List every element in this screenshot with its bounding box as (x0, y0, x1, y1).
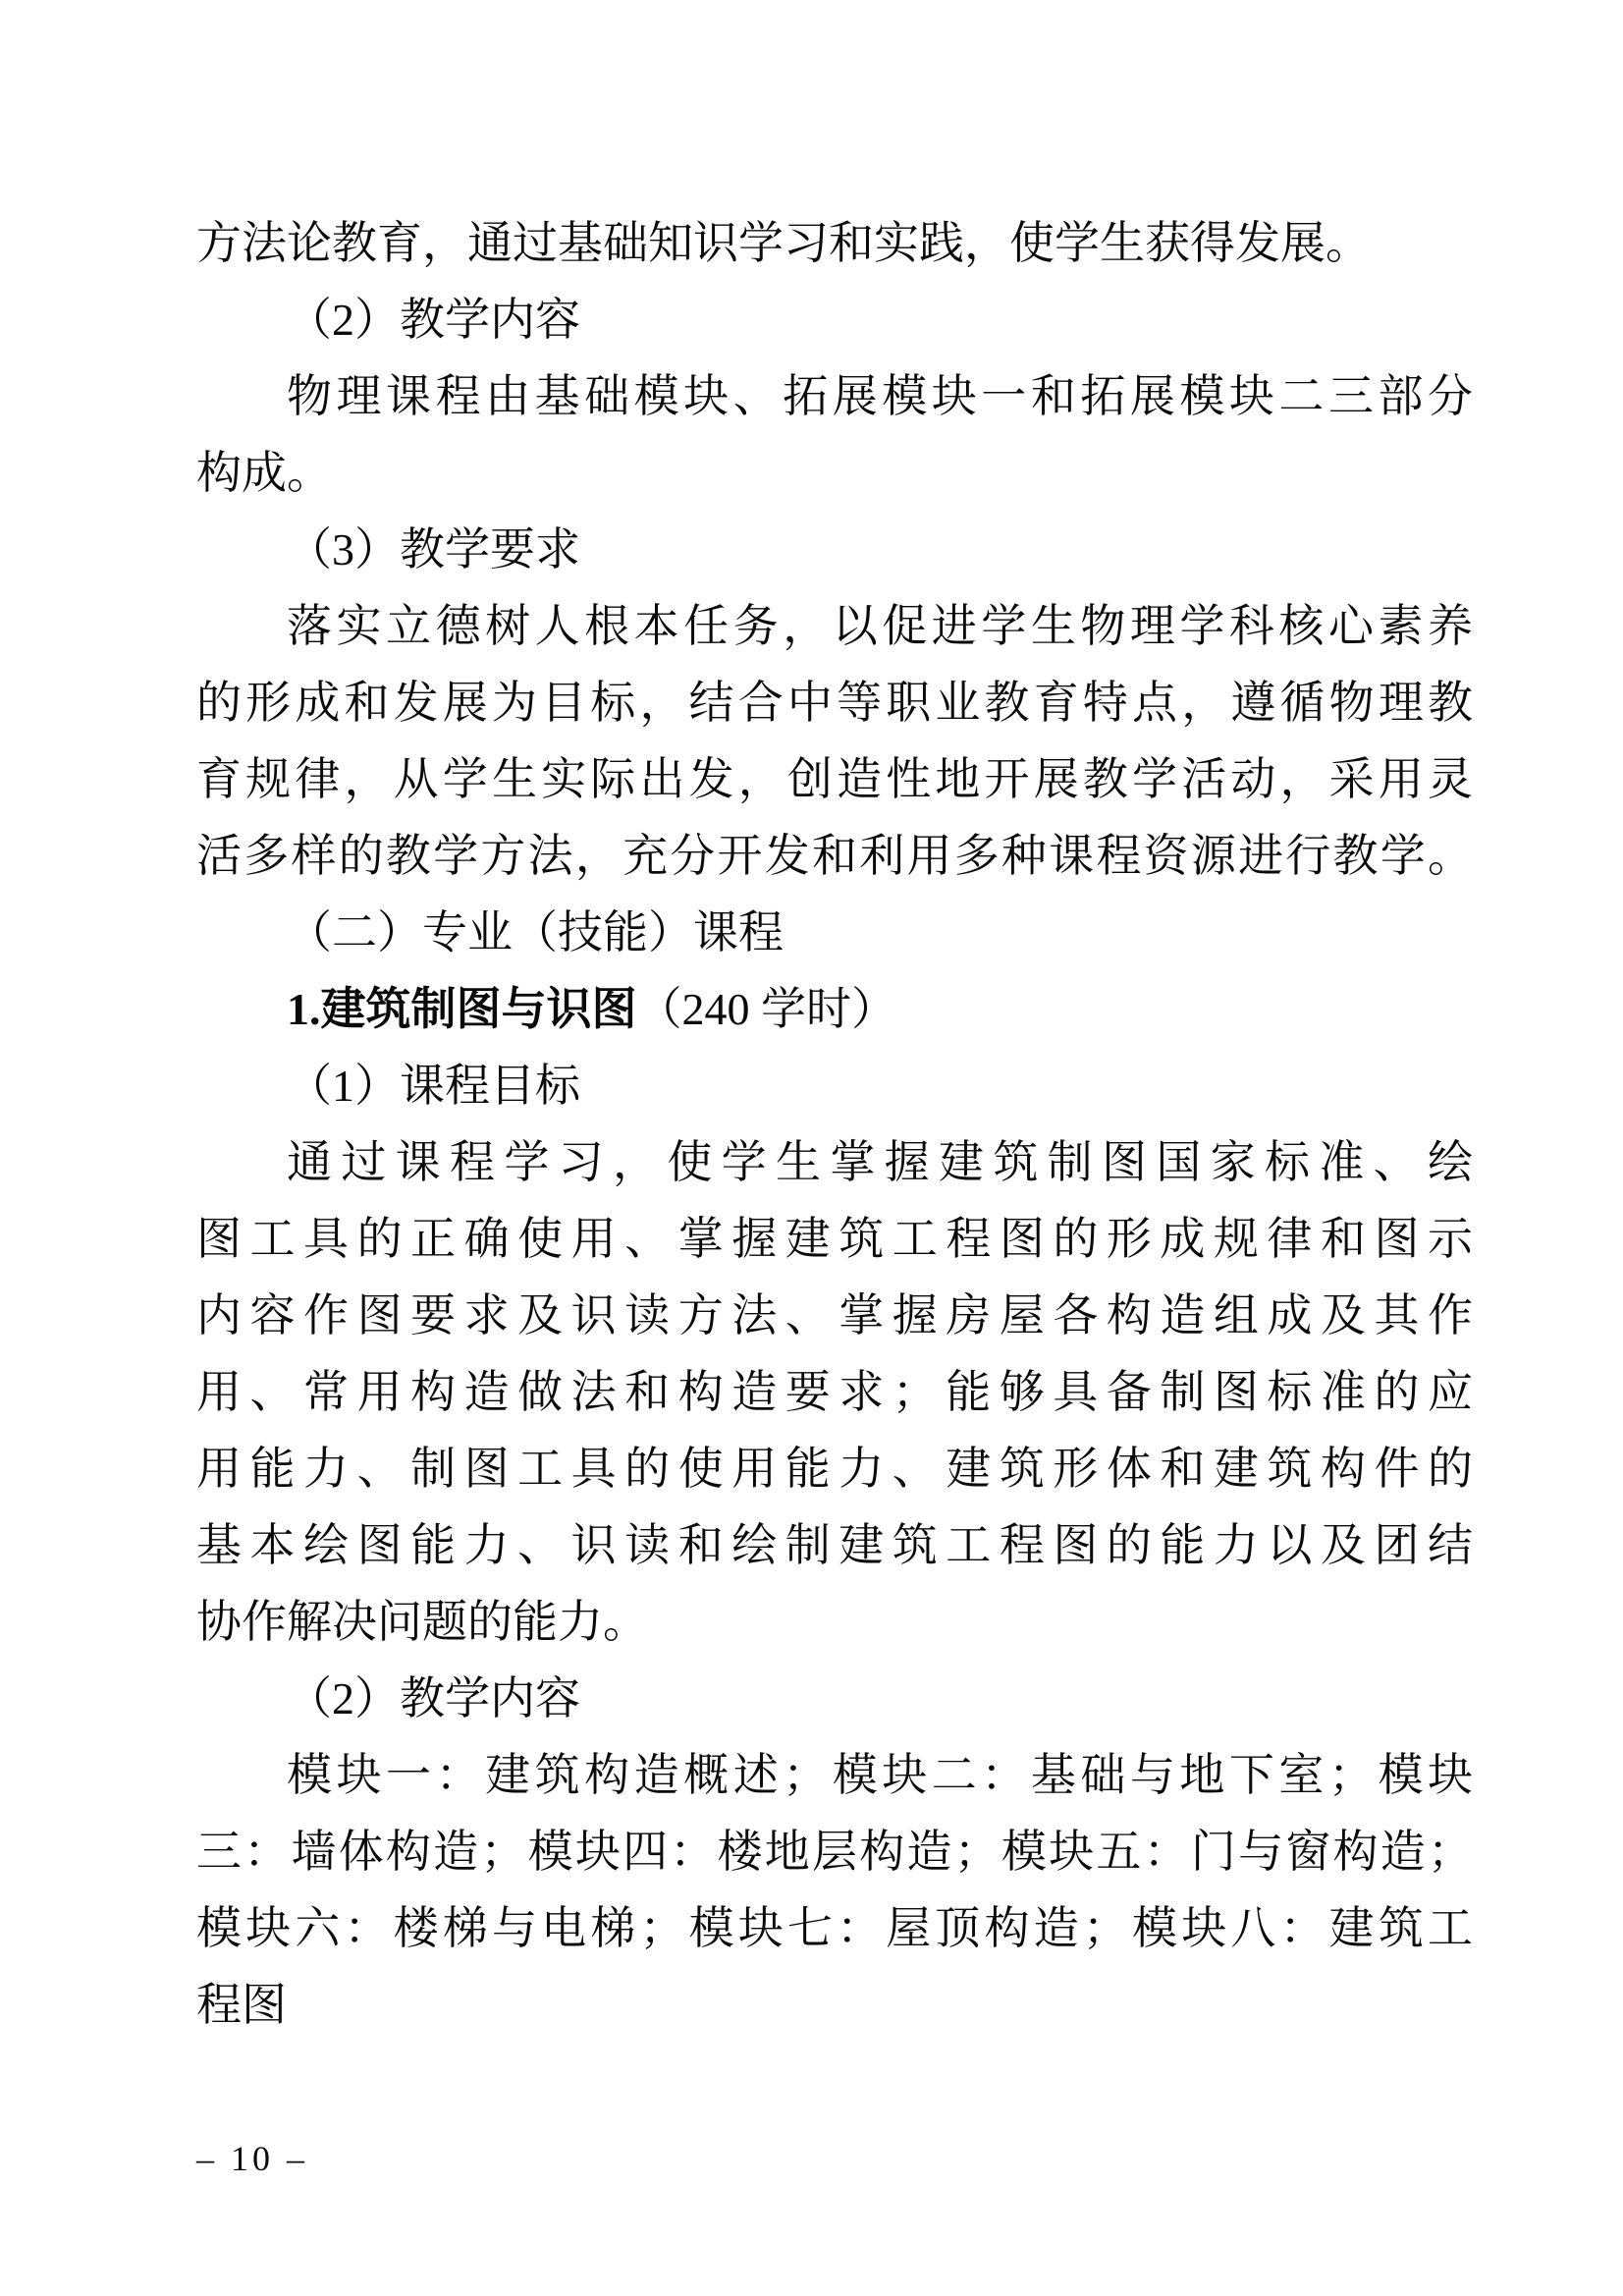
text-line: 构成。 (196, 448, 332, 498)
text-line: 活多样的教学方法，充分开发和利用多种课程资源进行教学。 (196, 831, 1473, 881)
text-line: 方法论教育，通过基础知识学习和实践，使学生获得发展。 (196, 218, 1371, 268)
text-line: 模块六：楼梯与电梯；模块七：屋顶构造；模块八：建筑工 (196, 1903, 1473, 1953)
text-line: 模块一：建筑构造概述；模块二：基础与地下室；模块 (287, 1750, 1473, 1800)
text-line: 物理课程由基础模块、拓展模块一和拓展模块二三部分 (287, 371, 1473, 421)
text-line: 用能力、制图工具的使用能力、建筑形体和建筑构件的 (196, 1444, 1473, 1494)
course-title-bold: 1.建筑制图与识图 (287, 984, 637, 1034)
subheading-teaching-requirements: （3）教学要求 (287, 524, 580, 574)
section-heading-professional-skill-courses: （二）专业（技能）课程 (287, 907, 784, 957)
page-number: – 10 – (196, 2139, 308, 2178)
text-line: 的形成和发展为目标，结合中等职业教育特点，遵循物理教 (196, 678, 1473, 728)
document-text-block (196, 205, 1473, 2044)
text-line: 协作解决问题的能力。 (196, 1597, 648, 1647)
text-line: 通过课程学习，使学生掌握建筑制图国家标准、绘 (287, 1137, 1473, 1187)
text-line: 图工具的正确使用、掌握建筑工程图的形成规律和图示 (196, 1214, 1473, 1264)
course-title-line (196, 971, 1473, 1048)
subheading-course-objectives: （1）课程目标 (287, 1061, 580, 1111)
text-line: 三：墙体构造；模块四：楼地层构造；模块五：门与窗构造； (196, 1827, 1473, 1877)
text-line: 基本绘图能力、识读和绘制建筑工程图的能力以及团结 (196, 1520, 1473, 1570)
text-line: 育规律，从学生实际出发，创造性地开展教学活动，采用灵 (196, 754, 1473, 804)
text-line: 用、常用构造做法和构造要求；能够具备制图标准的应 (196, 1367, 1473, 1417)
subheading-teaching-content-2: （2）教学内容 (287, 1673, 580, 1723)
text-line: 落实立德树人根本任务，以促进学生物理学科核心素养 (287, 601, 1473, 651)
text-line: 内容作图要求及识读方法、掌握房屋各构造组成及其作 (196, 1290, 1473, 1340)
text-line: 程图 (196, 1980, 287, 2030)
course-hours: （240 学时） (636, 984, 896, 1034)
subheading-teaching-content: （2）教学内容 (287, 295, 580, 345)
